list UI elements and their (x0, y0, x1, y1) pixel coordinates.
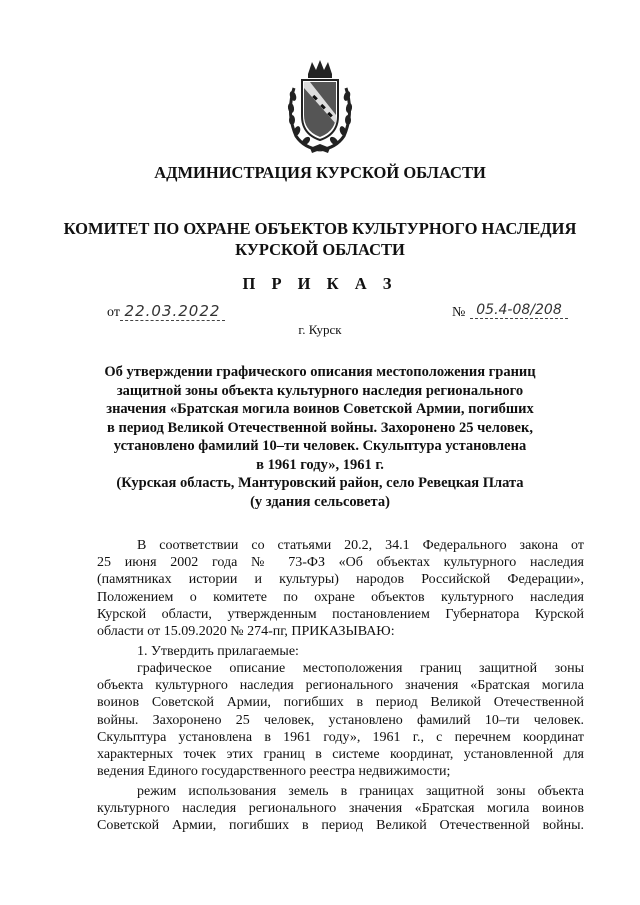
text-line: культурного наследия регионального значения «Братская могила воинов (97, 801, 584, 817)
order-date: 22.03.2022 (120, 302, 225, 321)
order-title: П Р И К А З (242, 274, 398, 293)
text-line: В соответствии со статьями 20.2, 34.1 Федерального закона от (137, 538, 584, 553)
subject-line: Об утверждении графического описания местоположения границ (104, 364, 536, 380)
text-line: воинов Советской Армии, погибших в период Великой Отечественной (97, 695, 584, 711)
kursk-coat-of-arms-icon (284, 58, 356, 154)
paragraph-legal-basis (97, 537, 584, 640)
committee-title-line-1: КОМИТЕТ ПО ОХРАНЕ ОБЪЕКТОВ КУЛЬТУРНОГО НАСЛЕДИЯ (63, 219, 577, 238)
subject-line: в период Великой Отечественной войны. Захоронено 25 человек, (107, 419, 533, 436)
text-line: области от 15.09.2020 № 274-пг, ПРИКАЗЫВАЮ: (97, 623, 395, 639)
text-line: графическое описание местоположения границ защитной зоны (137, 661, 584, 676)
date-prefix: от (107, 305, 120, 320)
subject-line: (Курская область, Мантуровский район, село Ревецкая Плата (116, 475, 524, 491)
text-line: войны. Захоронено 25 человек, установлено фамилий 10–ти человек. (97, 712, 584, 728)
text-line: Положением о комитете по охране объектов культурного наследия (97, 589, 584, 605)
text-line: режим использования земель в границах защитной зоны объекта (137, 784, 584, 799)
order-subject (0, 363, 640, 511)
paragraph-item-1 (97, 643, 584, 660)
subject-line: (у здания сельсовета) (250, 493, 390, 510)
text-line: Скульптура установлена в 1961 году», 1961 г., с перечнем координат (97, 729, 584, 745)
text-line: Советской Армии, погибших в период Великой Отечественной войны. (97, 818, 584, 834)
text-line: объекта культурного наследия регионального значения «Братская могила (97, 678, 584, 694)
subject-line: защитной зоны объекта культурного наследия регионального (116, 382, 524, 399)
committee-title (0, 218, 640, 260)
subject-line: в 1961 году», 1961 г. (256, 456, 384, 473)
text-line: (памятниках истории и культуры) народов Российской Федерации», (97, 572, 584, 588)
number-prefix: № (452, 305, 466, 320)
text-line: ведения Единого государственного реестра недвижимости; (97, 764, 451, 780)
subject-line: установлено фамилий 10–ти человек. Скульптура установлена (113, 438, 527, 454)
text-line: Курской области, утвержденным постановлением Губернатора Курской (97, 606, 584, 622)
city-label: г. Курск (298, 322, 342, 337)
administration-title: АДМИНИСТРАЦИЯ КУРСКОЙ ОБЛАСТИ (154, 163, 486, 182)
paragraph-land-use-regime (97, 783, 584, 835)
paragraph-graphic-description (97, 660, 584, 780)
committee-title-line-2: КУРСКОЙ ОБЛАСТИ (235, 240, 405, 259)
order-number: 05.4-08/208 (470, 302, 568, 319)
text-line: 1. Утвердить прилагаемые: (137, 644, 299, 659)
text-line: 25 июня 2002 года № 73-ФЗ «Об объектах культурного наследия (97, 555, 584, 571)
subject-line: значения «Братская могила воинов Советской Армии, погибших (106, 401, 534, 417)
text-line: характерных точек этих границ в системе координат, установленной для (97, 746, 584, 762)
